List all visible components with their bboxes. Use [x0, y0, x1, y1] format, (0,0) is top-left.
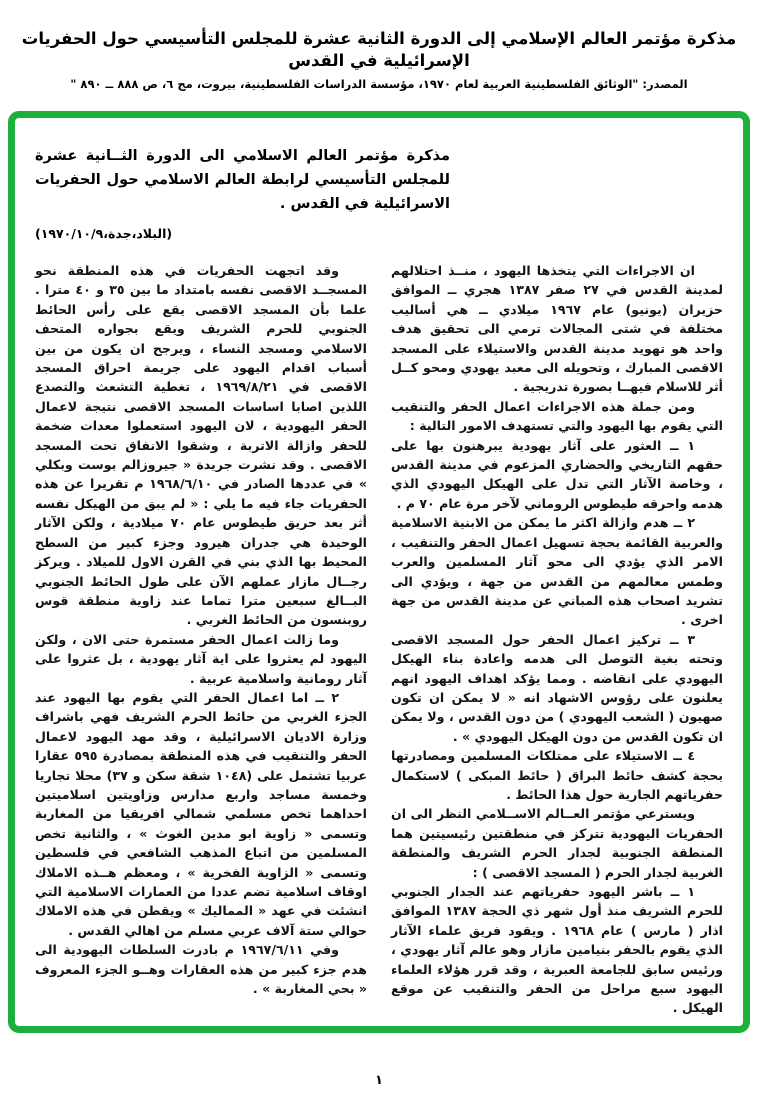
body-paragraph: وفي ١٩٦٧/٦/١١ م بادرت السلطات اليهودية الى هدم جزء كبير من هذه العقارات وهــو الجزء المعروف « بحي المغاربة » . [35, 942, 367, 997]
memo-title: مذكرة مؤتمر العالم الاسلامي الى الدورة الثــانية عشرة للمجلس التأسيسي لرابطة العالم الاسلامي حول الحفريات الاسرائيلية في القدس . [35, 148, 450, 212]
memo-body [35, 261, 723, 1018]
memo-dateline: (البلاد،جدة،١٩٧٠/١٠/٩) [35, 226, 173, 241]
body-paragraph-numbered: ١ ــ العثور على آثار يهودية يبرهنون بها على حقهم التاريخي والحضاري المزعوم في مدينة القدس ، وخاصة الآثار التي تدل على الهيكل اليهودي الذي هدمه واحرقه طيطوس الروماني لآخر مرة عام ٧٠ م . [391, 437, 723, 511]
body-paragraph: وقد اتجهت الحفريات في هذه المنطقة نحو المسجــد الاقصى نفسه بامتداد ما بين ٣٥ و ٤٠ مترا . علما بأن المسجد الاقصى يقع على رأس الحائط الجنوبي للحرم الشريف ويقع بجواره المتحف الاسلامي ومسجد النساء ، ويرجح ان يكون من بين أسباب اقدام اليهود على جريمة احراق المسجد الاقصى في ١٩٦٩/٨/٢١ ، تغطية التشعث والتصدع اللذين اصابا اساسات المسجد الاقصى نتيجة لاعمال الحفر اليهودية ، لان اليهود استعملوا معدات ضخمة للحفر وازالة الاتربة ، وشقوا الانفاق تحت المسجد الاقصى . وقد نشرت جريدة « جيروزالم بوست وبكلي » في عددها الصادر في ١٩٦٨/٦/١٠ م تقريرا عن هذه الحفريات جاء فيه ما يلي : « لم يبق من الهيكل نفسه أثر بعد حريق طيطوس عام ٧٠ ميلادية ، ولكن الآثار الوحيدة هي جدران هيرود وجزء كبير من السطح المحيط بها الذي بني في القرن الاول للميلاد . ويركز رجــال مازار عملهم الآن على طول الحائط الجنوبي البــالغ سبعين مترا تماما عند زاوية منطقة قوس روبنسون من الحائط الغربي . [35, 263, 367, 628]
page-number: ١ [375, 1073, 383, 1088]
document-frame [8, 111, 750, 1033]
body-paragraph: ومن جملة هذه الاجراءات اعمال الحفر والتنقيب التي يقوم بها اليهود والتي تستهدف الامور التالية : [391, 398, 723, 434]
body-paragraph: وما زالت اعمال الحفر مستمرة حتى الان ، ولكن اليهود لم يعثروا على اية آثار يهودية ، بل عثروا على آثار رومانية واسلامية عربية . [35, 631, 367, 686]
column-right [391, 261, 723, 1018]
document-header [0, 28, 758, 91]
body-paragraph-numbered: ٣ ــ تركيز اعمال الحفر حول المسجد الاقصى وتحته بغية التوصل الى هدمه واعادة بناء الهيكل اليهودي على انقاضه . ومما يؤكد اهداف اليهود انهم يعلنون على رؤوس الاشهاد انه « لا يمكن ان تكون صهيون ( الشعب اليهودي ) من دون القدس ، ولا يمكن ان تكون القدس من دون الهيكل اليهودي » . [391, 631, 723, 744]
body-paragraph: ان الاجراءات التي يتخذها اليهود ، منــذ احتلالهم لمدينة القدس في ٢٧ صفر ١٣٨٧ هجري ــ الموافق حزيران (يونيو) عام ١٩٦٧ ميلادي ــ هي أساليب مختلفة في شتى المجالات ترمي الى تحقيق هدف واحد هو تهويد مدينة القدس والاستيلاء على المسجد الاقصى المبارك ، وتحويله الى معبد يهودي ومحو كــل أثر للاسلام فيهــا بصورة تدريجية . [391, 263, 723, 395]
page-title: مذكرة مؤتمر العالم الإسلامي إلى الدورة الثانية عشرة للمجلس التأسيسي حول الحفريات الإسرائيلية في القدس [21, 29, 737, 70]
column-left [35, 261, 367, 1018]
body-paragraph-numbered: ٢ ــ هدم وازالة اكثر ما يمكن من الابنية الاسلامية والعربية القائمة بحجة تسهيل اعمال الحفر والتنقيب ، الامر الذي يؤدي الى محو آثار المسلمين والعرب وطمس معالمهم من القدس من جهة ، ويؤدي الى تشريد اصحاب هذه المباني عن مدينة القدس من جهة اخرى . [391, 515, 723, 628]
body-paragraph-numbered: ٤ ــ الاستيلاء على ممتلكات المسلمين ومصادرتها بحجة كشف حائط البراق ( حائط المبكى ) لاستكمال حفرياتهم الجارية حول هذا الحائط . [391, 748, 723, 802]
source-line: المصدر: "الوثائق الفلسطينية العربية لعام ١٩٧٠، مؤسسة الدراسات الفلسطينية، بيروت، مج ٦، ص ٨٨٨ ــ ٨٩٠ " [70, 77, 688, 91]
body-paragraph: ويسترعي مؤتمر العــالم الاســلامي النظر الى ان الحفريات اليهودية تتركز في منطقتين رئيسيتين هما المنطقة الجنوبية لجدار الحرم الشريف والمنطقة الغربية لجدار الحرم ( المسجد الاقصى ) : [391, 806, 723, 880]
body-paragraph-numbered: ٢ ــ اما اعمال الحفر التي يقوم بها اليهود عند الجزء الغربي من حائط الحرم الشريف فهي باشراف وزارة الاديان الاسرائيلية ، وقد مهد اليهود لاعمال الحفر والتنقيب في هذه المنطقة بمصادرة ٥٩٥ عقارا عربيا تشتمل على (١٠٤٨ شقة سكن و ٣٧) محلا تجاريا وخمسة مساجد واربع مدارس وزاويتين اسلاميتين احداهما تخص مسلمي شمالي افريقيا من المغاربة وتسمى « زاوية ابو مدين الغوث » ، والثانية تخص المسلمين من اتباع المذهب الشافعي في فلسطين وتسمى « الزاوية الفخرية » ، ومعظم هــذه الاملاك اوقاف اسلامية تضم عددا من العمارات الاسلامية التي انشئت في عهد « المماليك » ويقطن في هذه الاملاك حوالي ستة آلاف عربي مسلم من اهالي القدس . [35, 689, 368, 938]
document-page [0, 28, 758, 1106]
body-paragraph-numbered: ١ ــ باشر اليهود حفرياتهم عند الجدار الجنوبي للحرم الشريف منذ أول شهر ذي الحجة ١٣٨٧ الموافق اذار ( مارس ) عام ١٩٦٨ . ويقود فريق علماء الآثار الذي يقوم بالحفر بنيامين مازار وهو عالم آثار يهودي ، ورئيس سابق للجامعة العبرية ، وقد قرر هؤلاء العلماء اليهود سبع مراحل من الحفر والتنقيب عن موقع الهيكل . [391, 884, 724, 1016]
